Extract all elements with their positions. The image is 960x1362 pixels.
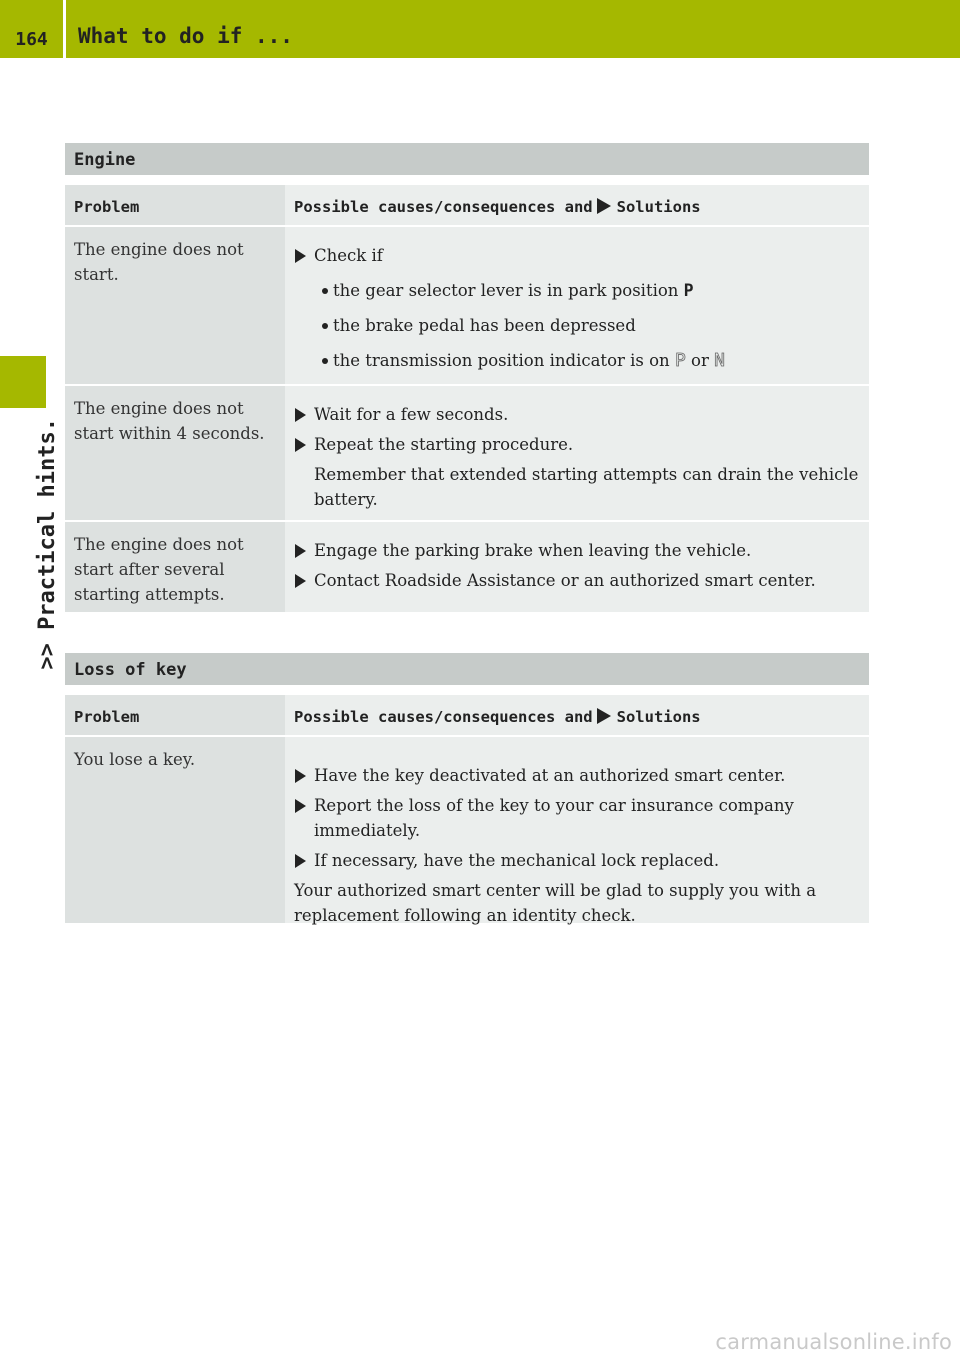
section-title: Engine (65, 143, 869, 175)
note-text: Your authorized smart center will be glad to supply you with a replacement following an identity check. (294, 881, 817, 925)
column-header-solutions-prefix: Possible causes/consequences and (294, 708, 593, 726)
bullet-text: the brake pedal has been depressed (333, 316, 636, 335)
step-item (294, 793, 860, 843)
column-header-problem: Problem (65, 185, 285, 225)
loss-of-key-section (65, 653, 869, 923)
triangle-arrow-right-icon (597, 198, 611, 214)
problem-cell: The engine does not start after several starting attempts. (65, 522, 285, 612)
indicator-value-n: N (714, 350, 725, 371)
step-text: Check if (314, 246, 383, 265)
page-number: 164 (15, 29, 48, 50)
triangle-arrow-right-icon (295, 249, 306, 263)
watermark: carmanualsonline.info (715, 1330, 952, 1354)
table-header-row (65, 685, 869, 735)
bullet-text: the transmission position indicator is on (333, 351, 670, 370)
column-header-problem: Problem (65, 695, 285, 735)
triangle-arrow-right-icon (295, 799, 306, 813)
step-text: Engage the parking brake when leaving the vehicle. (314, 541, 752, 560)
bullet-item (294, 313, 860, 338)
chapter-title: What to do if ... (78, 24, 293, 48)
triangle-arrow-right-icon (295, 408, 306, 422)
note-text: Remember that extended starting attempts can drain the vehicle battery. (314, 465, 859, 509)
step-text: Wait for a few seconds. (314, 405, 509, 424)
table-row (65, 225, 869, 384)
step-text: Report the loss of the key to your car insurance company immediately. (314, 796, 794, 840)
step-item (294, 763, 860, 788)
solution-cell (285, 522, 869, 612)
problem-cell: The engine does not start. (65, 227, 285, 384)
bullet-item (294, 278, 860, 303)
column-header-solutions-suffix: Solutions (616, 708, 701, 726)
column-header-solutions (285, 185, 869, 225)
section-title: Loss of key (65, 653, 869, 685)
table-row (65, 384, 869, 520)
column-header-solutions-suffix: Solutions (616, 198, 701, 216)
step-item (294, 432, 860, 457)
step-item (294, 568, 860, 593)
engine-section (65, 143, 869, 612)
triangle-arrow-right-icon (295, 438, 306, 452)
bullet-dot-icon (322, 358, 328, 364)
step-item (294, 538, 860, 563)
triangle-arrow-right-icon (295, 574, 306, 588)
step-text: Have the key deactivated at an authorized smart center. (314, 766, 786, 785)
bullet-text: or (691, 351, 709, 370)
side-tab-marker (0, 356, 46, 408)
solution-cell (285, 386, 869, 520)
step-item (294, 243, 860, 268)
triangle-arrow-right-icon (295, 544, 306, 558)
step-item (294, 402, 860, 427)
triangle-arrow-right-icon (295, 769, 306, 783)
gear-position-value: P (683, 281, 694, 300)
triangle-arrow-right-icon (597, 708, 611, 724)
solution-cell (285, 227, 869, 384)
table-row (65, 520, 869, 612)
table-header-row (65, 175, 869, 225)
bullet-text: the gear selector lever is in park position (333, 281, 679, 300)
problem-cell: You lose a key. (65, 737, 285, 923)
indicator-value-p: P (674, 350, 686, 371)
step-text: Contact Roadside Assistance or an authorized smart center. (314, 571, 816, 590)
triangle-arrow-right-icon (295, 854, 306, 868)
step-text: If necessary, have the mechanical lock replaced. (314, 851, 720, 870)
step-item (294, 848, 860, 873)
column-header-solutions (285, 695, 869, 735)
step-text: Repeat the starting procedure. (314, 435, 574, 454)
top-bar-divider (63, 0, 66, 58)
solution-cell (285, 737, 869, 923)
bullet-dot-icon (322, 323, 328, 329)
side-tab-label: >> Practical hints. (35, 418, 60, 670)
top-bar (0, 0, 960, 58)
table-row (65, 735, 869, 923)
bullet-item (294, 348, 860, 373)
bullet-dot-icon (322, 288, 328, 294)
column-header-solutions-prefix: Possible causes/consequences and (294, 198, 593, 216)
problem-cell: The engine does not start within 4 seconds. (65, 386, 285, 520)
